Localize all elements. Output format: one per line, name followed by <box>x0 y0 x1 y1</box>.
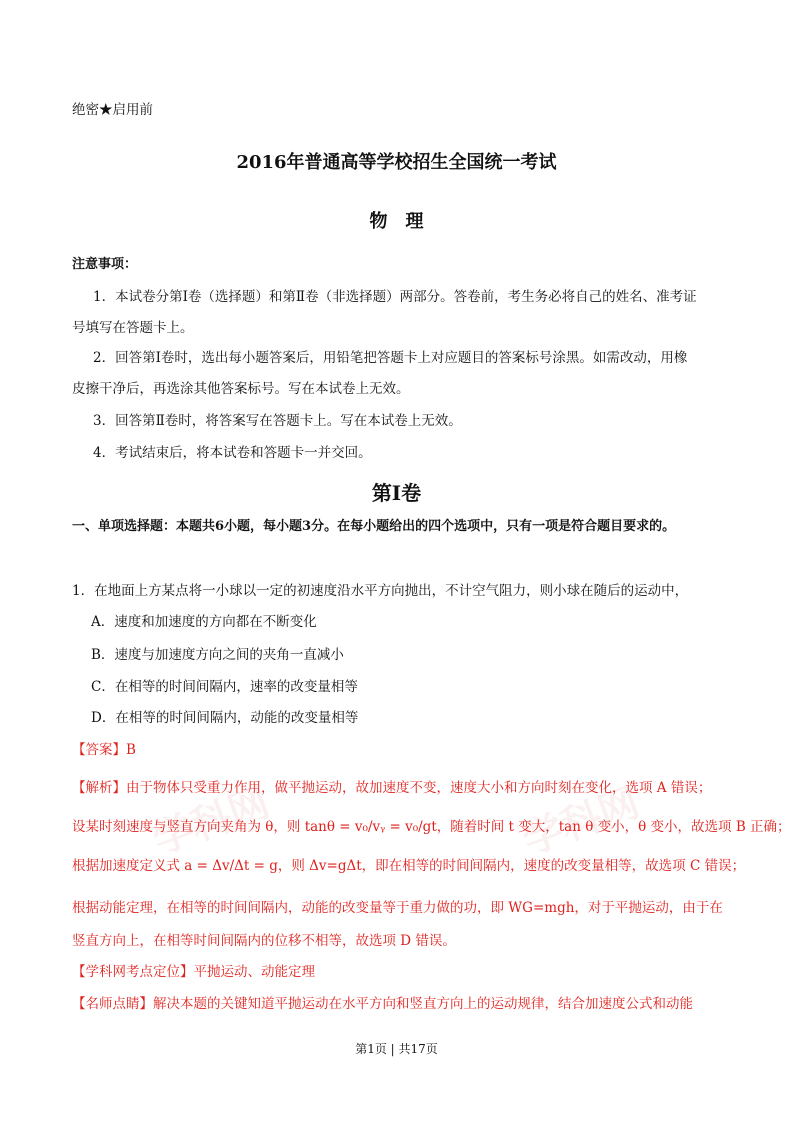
page-footer: 第1页 | 共17页 <box>355 1042 438 1056</box>
analysis-line: 【解析】由于物体只受重力作用，做平抛运动，故加速度不变，速度大小和方向时刻在变化，选项 A 错误； <box>72 780 712 796</box>
knowledge-point: 【学科网考点定位】平抛运动、动能定理 <box>72 964 315 980</box>
answer: 【答案】B <box>72 742 136 758</box>
option-a: A．速度和加速度的方向都在不断变化 <box>91 614 317 630</box>
notice-item-cont: 号填写在答题卡上。 <box>72 320 194 336</box>
part-title: 第Ⅰ卷 <box>371 481 422 505</box>
notice-item: 1．本试卷分第Ⅰ卷（选择题）和第Ⅱ卷（非选择题）两部分。答卷前，考生务必将自己的姓名、准考证 <box>93 289 697 305</box>
notice-item: 4．考试结束后，将本试卷和答题卡一并交回。 <box>93 445 372 461</box>
analysis-line: 根据加速度定义式 a = Δv/Δt = g，则 Δv=gΔt，即在相等的时间间隔内，速度的改变量相等，故选项 C 错误； <box>72 858 746 874</box>
question-stem: 1．在地面上方某点将一小球以一定的初速度沿水平方向抛出，不计空气阻力，则小球在随后的运动中， <box>72 583 689 599</box>
option-d: D．在相等的时间间隔内，动能的改变量相等 <box>91 710 359 726</box>
teacher-comment: 【名师点睛】解决本题的关键知道平抛运动在水平方向和竖直方向上的运动规律，结合加速度公式和动能 <box>72 996 693 1012</box>
notice-item: 2．回答第Ⅰ卷时，选出每小题答案后，用铅笔把答题卡上对应题目的答案标号涂黑。如需改动，用橡 <box>93 350 688 366</box>
notice-item: 3．回答第Ⅱ卷时，将答案写在答题卡上。写在本试卷上无效。 <box>93 413 462 429</box>
section-heading: 一、单项选择题：本题共6小题，每小题3分。在每小题给出的四个选项中，只有一项是符合题目要求的。 <box>72 519 676 534</box>
option-b: B．速度与加速度方向之间的夹角一直减小 <box>91 647 344 663</box>
notice-item-cont: 皮擦干净后，再选涂其他答案标号。写在本试卷上无效。 <box>72 381 410 397</box>
watermark: 学科网 <box>146 778 276 864</box>
analysis-line: 设某时刻速度与竖直方向夹角为 θ，则 tanθ = v₀/vᵧ = v₀/gt，随着时间 t 变大，tan θ 变小，θ 变小，故选项 B 正确； <box>72 819 791 835</box>
analysis-line: 竖直方向上，在相等时间间隔内的位移不相等，故选项 D 错误。 <box>72 933 456 949</box>
notice-heading: 注意事项： <box>72 257 138 272</box>
exam-title: 2016年普通高等学校招生全国统一考试 <box>236 152 557 173</box>
analysis-line: 根据动能定理，在相等的时间间隔内，动能的改变量等于重力做的功，即 WG=mgh，对于平抛运动，由于在 <box>72 900 723 916</box>
subject-title: 物 理 <box>369 211 424 232</box>
watermark: 学科网 <box>516 778 646 864</box>
secret-label: 绝密★启用前 <box>72 102 153 118</box>
option-c: C．在相等的时间间隔内，速率的改变量相等 <box>91 679 358 695</box>
